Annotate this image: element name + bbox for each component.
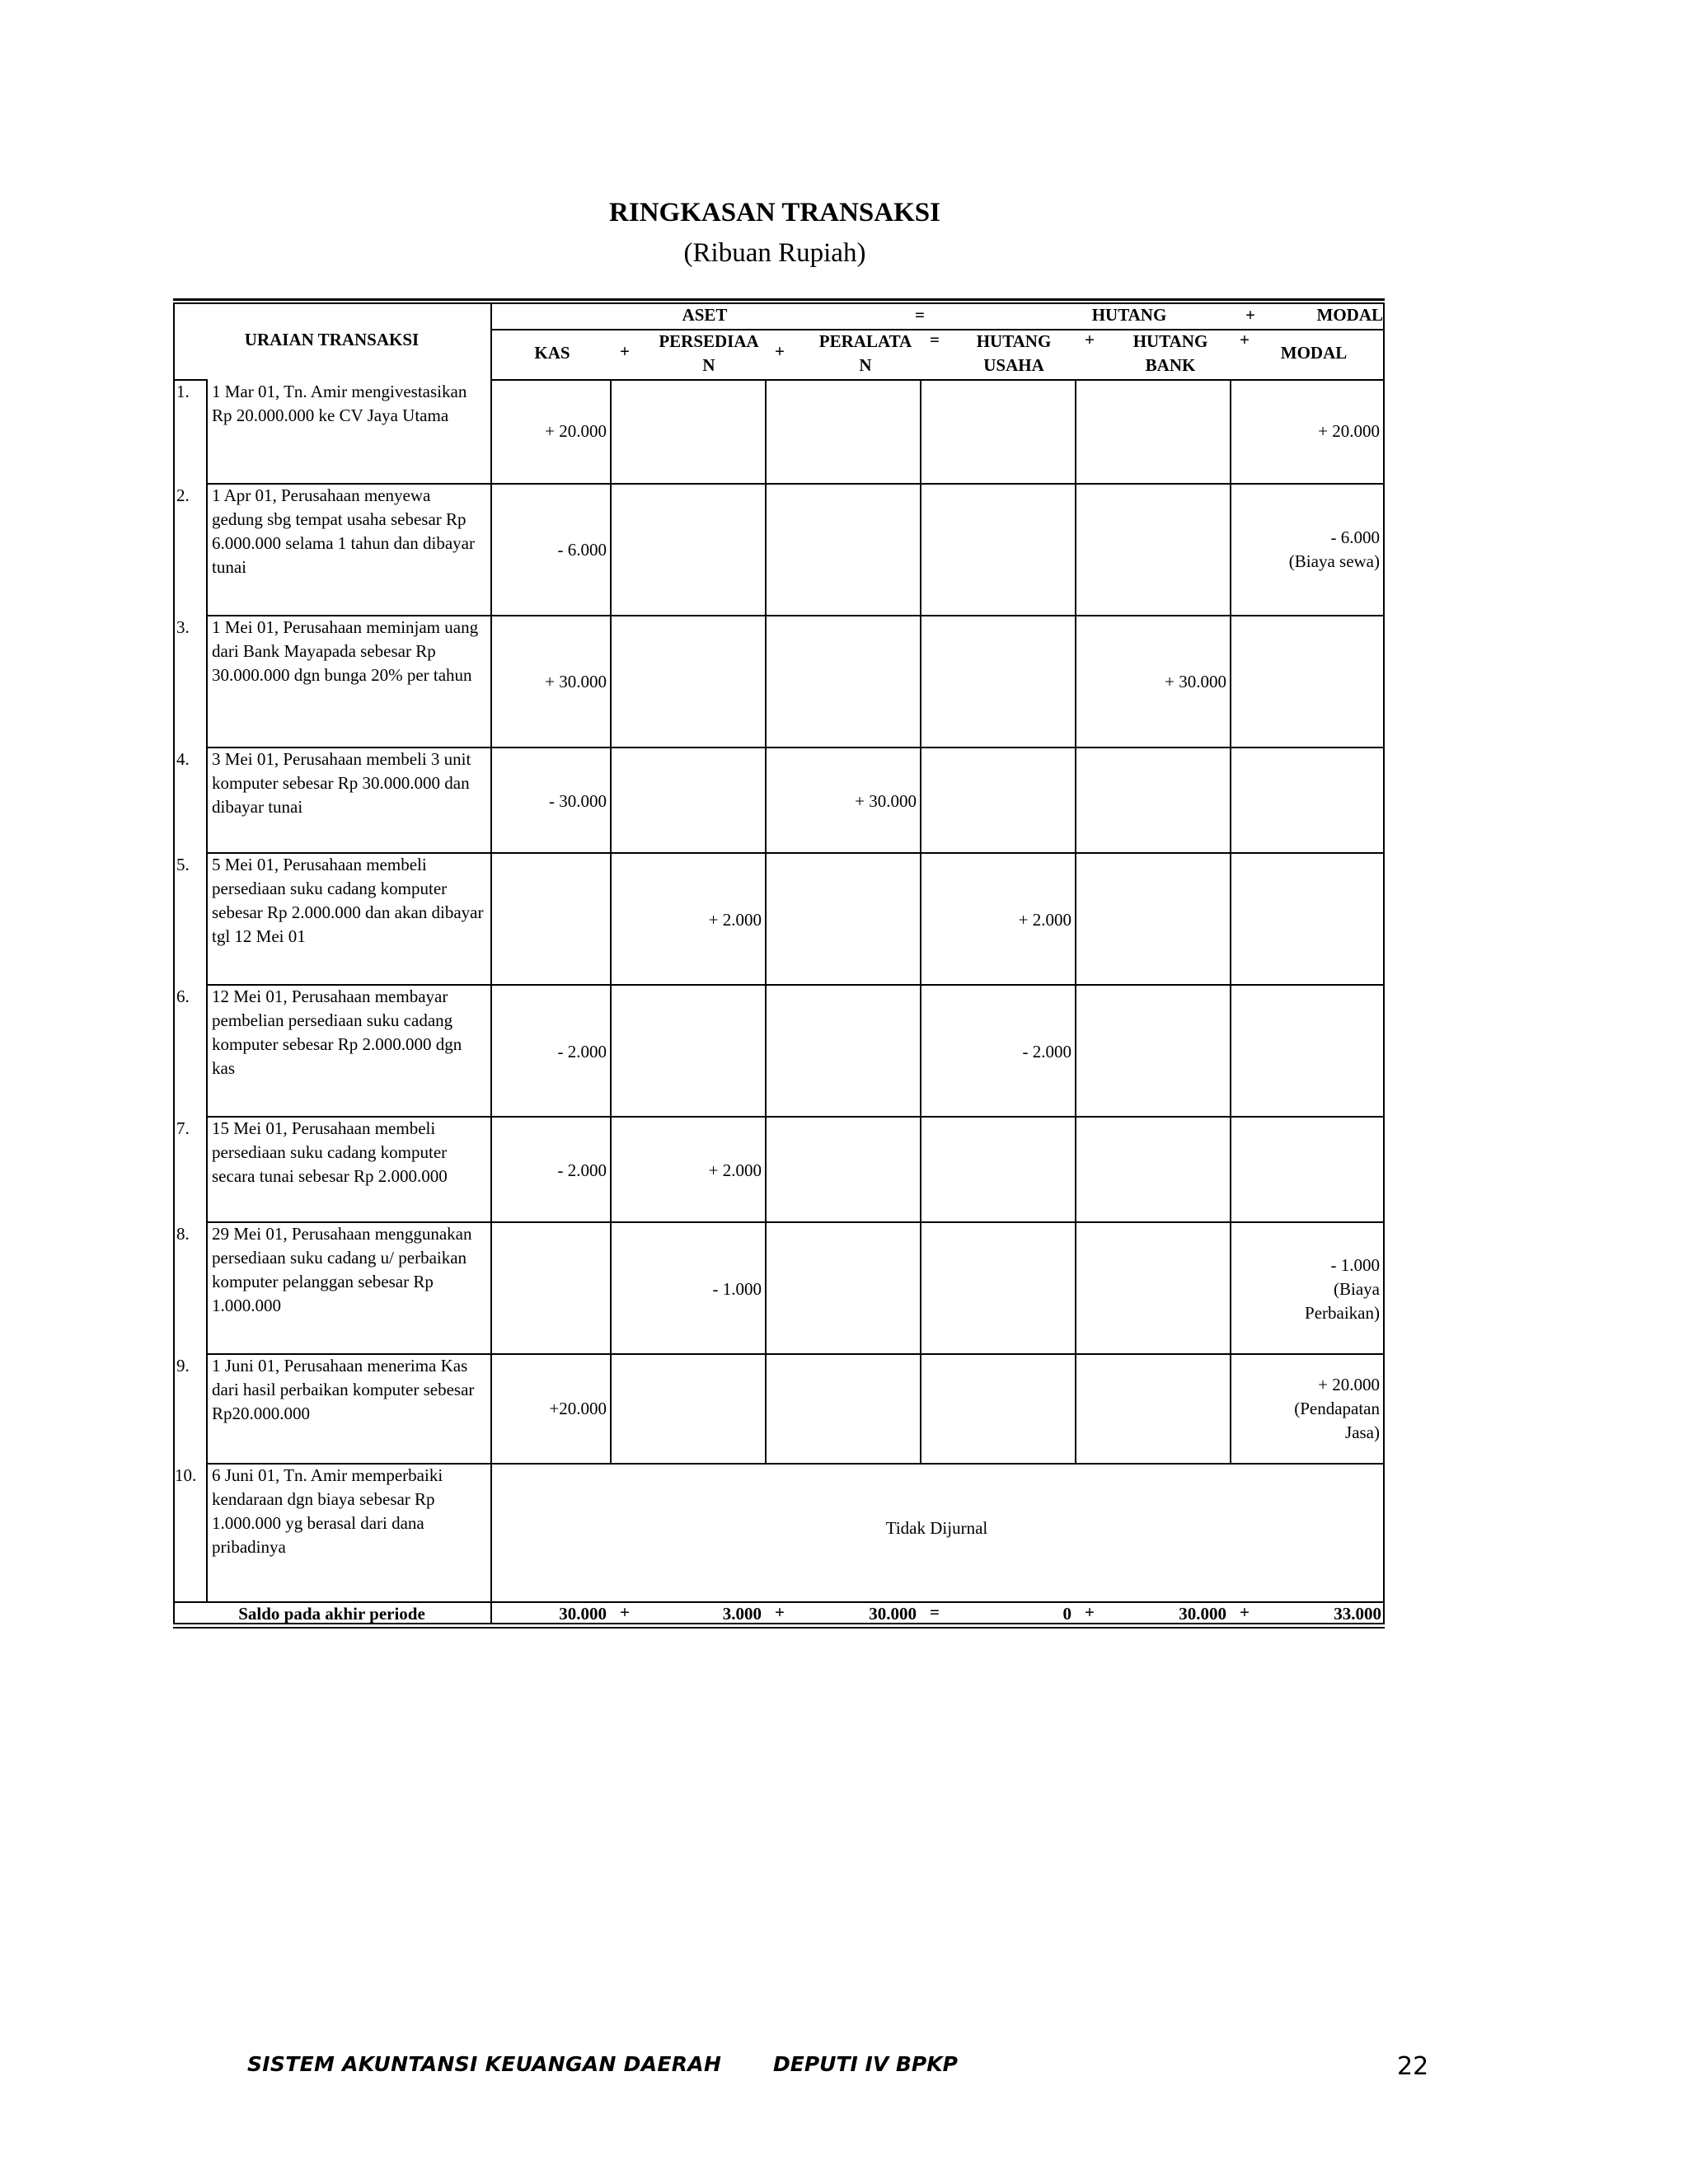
header-uraian: URAIAN TRANSAKSI [244,330,420,349]
op-plus-2: + [775,341,785,361]
row-8-modal-note-2: Perbaikan) [1305,1303,1380,1323]
header-kas: KAS [534,343,570,363]
row-4-no: 4. [176,749,190,769]
header-hutang: HUTANG [1091,305,1167,325]
header-aset: ASET [682,305,728,325]
row-3-no: 3. [176,617,190,637]
saldo-hutang-bank: 30.000 [1179,1604,1226,1624]
header-peralatan-line1: PERALATA [818,331,912,351]
row-5-no: 5. [176,855,190,874]
row-10-no: 10. [175,1465,197,1485]
header-peralatan [783,330,948,377]
row-10-desc: 6 Juni 01, Tn. Amir memperbaiki kendaraan dgn biaya sebesar Rp 1.000.000 yg berasal dari dana pribadinya [212,1465,443,1557]
row-4-peralatan: + 30.000 [855,791,917,811]
row-3-desc: 1 Mei 01, Perusahaan meminjam uang dari Bank Mayapada sebesar Rp 30.000.000 dgn bunga 20% per tahun [212,617,479,685]
row-5-persediaan: + 2.000 [708,910,762,930]
row-2-modal-value: - 6.000 [1330,527,1380,547]
op-plus-4: + [1240,330,1250,349]
header-hutang-bank-line1: HUTANG [1132,331,1208,351]
footer-mid: DEPUTI IV BPKP [773,2052,958,2076]
row-9-modal-note-2: Jasa) [1345,1422,1380,1442]
row-8-modal [1230,1254,1380,1325]
header-hutang-usaha-line1: HUTANG [976,331,1052,351]
row-10-note: Tidak Dijurnal [885,1518,988,1538]
op-eq: = [930,330,940,349]
row-7-persediaan: + 2.000 [708,1160,762,1180]
saldo-op-4: + [1240,1602,1250,1622]
row-9-modal-note-1: (Pendapatan [1294,1399,1380,1418]
row-1-modal: + 20.000 [1318,421,1380,441]
header-modal: MODAL [1280,343,1348,363]
saldo-persediaan: 3.000 [722,1604,762,1624]
saldo-op-3: + [1085,1602,1095,1622]
op-plus-1: + [620,341,630,361]
row-7-desc: 15 Mei 01, Perusahaan membeli persediaan suku cadang komputer secara tunai sebesar Rp 2.000.000 [212,1118,448,1186]
header-hutang-usaha [931,330,1096,377]
row-8-desc: 29 Mei 01, Perusahaan menggunakan persediaan suku cadang u/ perbaikan komputer pelanggan sebesar Rp 1.000.000 [212,1224,472,1315]
saldo-op-2: + [775,1602,785,1622]
row-2-modal-note: (Biaya sewa) [1288,551,1380,571]
op-plus-3: + [1085,330,1095,349]
saldo-kas: 30.000 [559,1604,607,1624]
row-2-no: 2. [176,485,190,505]
row-8-modal-note-1: (Biaya [1334,1279,1380,1299]
row-4-kas: - 30.000 [549,791,607,811]
row-2-desc: 1 Apr 01, Perusahaan menyewa gedung sbg tempat usaha sebesar Rp 6.000.000 selama 1 tahun dan dibayar tunai [212,485,475,577]
row-6-kas: - 2.000 [557,1042,607,1062]
page-title: RINGKASAN TRANSAKSI [609,198,940,227]
header-persediaan-line1: PERSEDIAA [659,331,759,351]
header-hutang-bank [1088,330,1253,377]
row-5-hutang-usaha: + 2.000 [1018,910,1071,930]
row-3-kas: + 30.000 [545,672,607,691]
saldo-peralatan: 30.000 [869,1604,917,1624]
header-persediaan [635,330,783,377]
header-peralatan-line2: N [859,355,872,375]
row-1-desc: 1 Mar 01, Tn. Amir mengivestasikan Rp 20.000.000 ke CV Jaya Utama [212,382,467,425]
header-plus-top: + [1245,305,1255,325]
row-6-desc: 12 Mei 01, Perusahaan membayar pembelian persediaan suku cadang komputer sebesar Rp 2.000.000 dgn kas [212,987,462,1078]
row-1-kas: + 20.000 [545,421,607,441]
row-1-no: 1. [176,382,190,401]
row-7-kas: - 2.000 [557,1160,607,1180]
row-8-no: 8. [176,1224,190,1244]
row-9-modal-value: + 20.000 [1318,1375,1380,1394]
row-9-kas: +20.000 [549,1399,607,1418]
row-8-persediaan: - 1.000 [712,1279,762,1299]
row-5-desc: 5 Mei 01, Perusahaan membeli persediaan suku cadang komputer sebesar Rp 2.000.000 dan akan dibayar tgl 12 Mei 01 [212,855,484,946]
page-subtitle: (Ribuan Rupiah) [683,238,866,268]
header-modal-top: MODAL [1316,305,1383,325]
page-number: 22 [1397,2052,1429,2081]
row-9-desc: 1 Juni 01, Perusahaan menerima Kas dari hasil perbaikan komputer sebesar Rp20.000.000 [212,1356,475,1423]
saldo-op-1: + [620,1602,630,1622]
row-2-kas: - 6.000 [557,540,607,560]
saldo-label: Saldo pada akhir periode [238,1604,425,1624]
row-9-modal [1230,1373,1380,1445]
saldo-modal: 33.000 [1334,1604,1381,1624]
saldo-op-eq: = [930,1602,940,1622]
saldo-hutang-usaha: 0 [1062,1604,1071,1624]
row-6-hutang-usaha: - 2.000 [1022,1042,1071,1062]
row-4-desc: 3 Mei 01, Perusahaan membeli 3 unit komputer sebesar Rp 30.000.000 dan dibayar tunai [212,749,471,817]
row-8-modal-value: - 1.000 [1330,1255,1380,1275]
row-2-modal [1230,526,1380,574]
footer-left: SISTEM AKUNTANSI KEUANGAN DAERAH [247,2052,722,2076]
row-7-no: 7. [176,1118,190,1138]
row-9-no: 9. [176,1356,190,1376]
header-eq-top: = [915,305,925,325]
header-hutang-bank-line2: BANK [1145,355,1196,375]
header-persediaan-line2: N [702,355,715,375]
row-3-hutang-bank: + 30.000 [1165,672,1226,691]
header-hutang-usaha-line2: USAHA [983,355,1044,375]
row-6-no: 6. [176,987,190,1006]
